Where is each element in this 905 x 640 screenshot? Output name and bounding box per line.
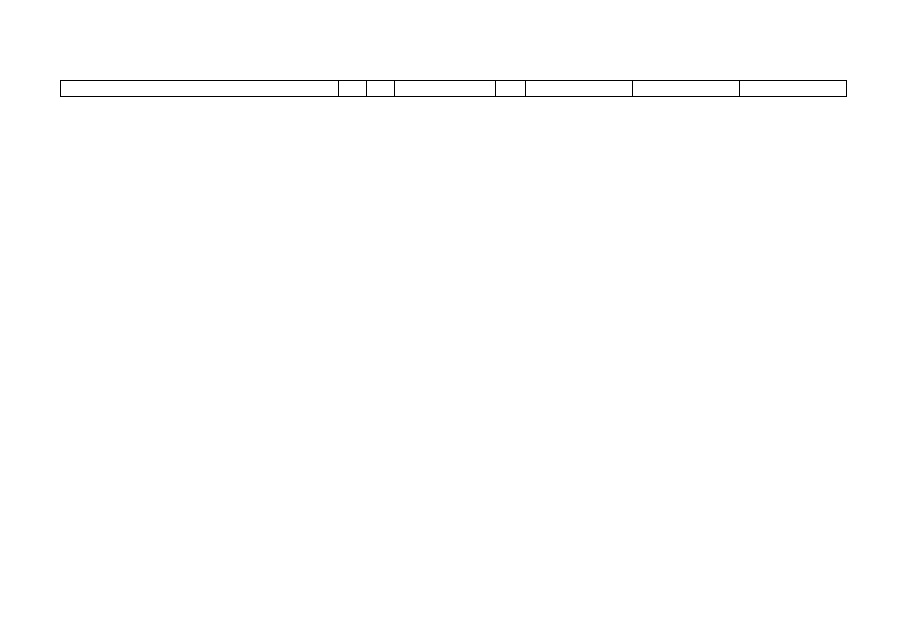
column-header-4 <box>395 81 496 97</box>
column-header-7 <box>633 81 740 97</box>
column-header-1 <box>61 81 339 97</box>
column-header-table <box>60 80 847 97</box>
column-header-6 <box>526 81 633 97</box>
column-header-2 <box>339 81 367 97</box>
column-header-5 <box>496 81 526 97</box>
column-header-8 <box>740 81 847 97</box>
column-header-3 <box>367 81 395 97</box>
